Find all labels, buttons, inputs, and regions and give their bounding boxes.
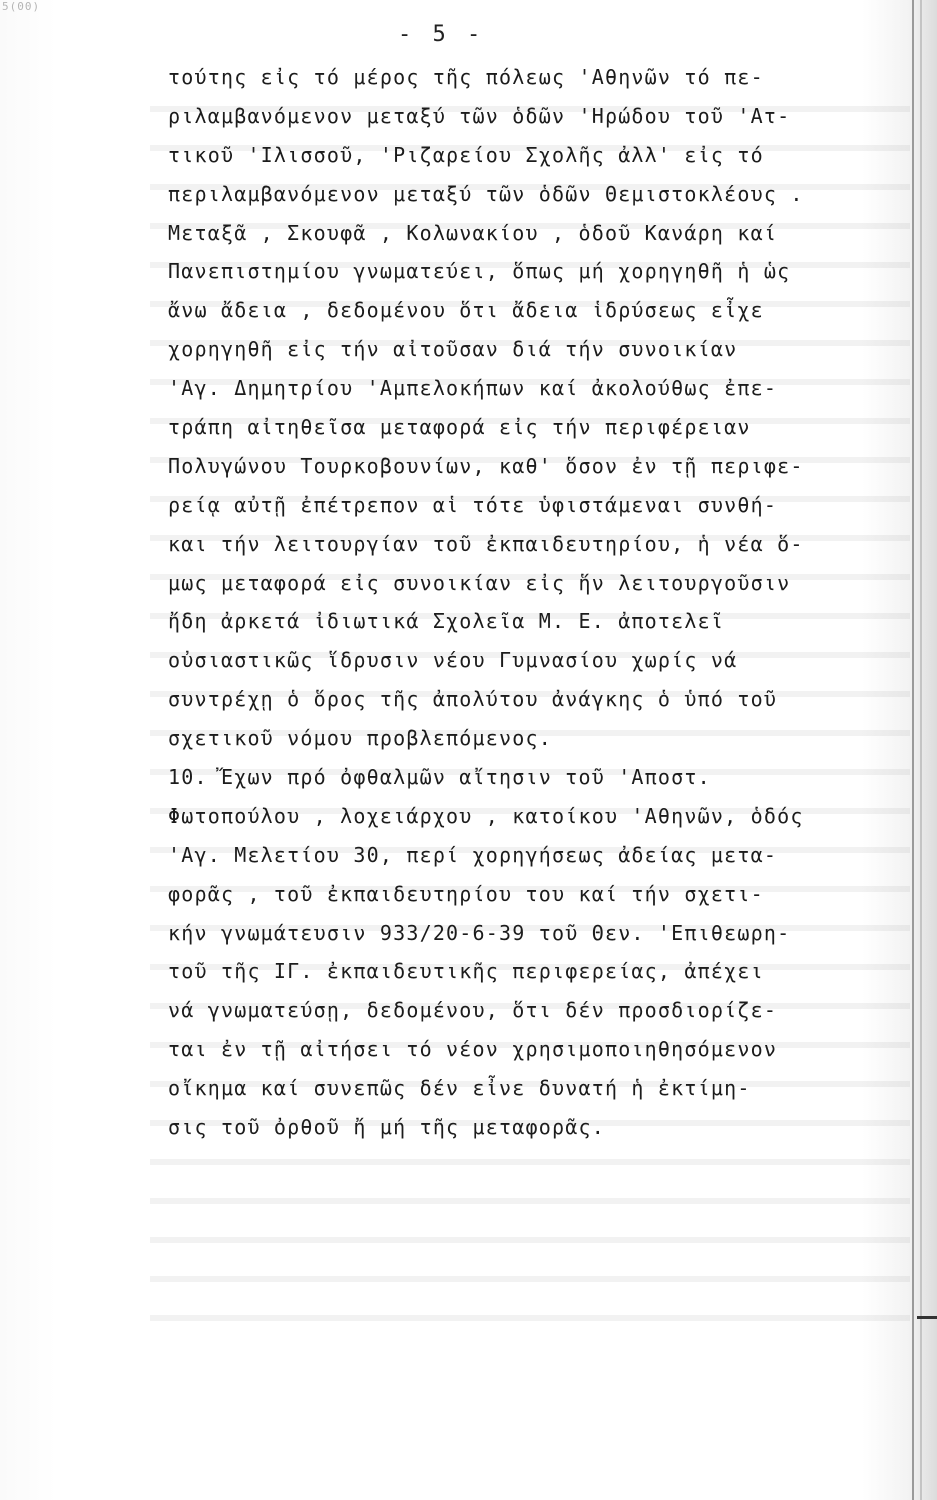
text-line: Πανεπιστημίου γνωματεύει, ὅπως μή χορηγηθῆ ἡ ὡς [168,259,791,284]
text-line: φορᾶς , τοῦ ἐκπαιδευτηρίου του καί τήν σχετι- [168,881,764,906]
text-line: σις τοῦ ὀρθοῦ ἤ μή τῆς μεταφορᾶς. [168,1115,605,1140]
text-line: Πολυγώνου Τουρκοβουνίων, καθ' ὅσον ἐν τῇ περιφε- [168,453,804,478]
typewritten-body [168,58,908,1147]
text-line: τοῦ τῆς ΙΓ. ἐκπαιδευτικῆς περιφερείας, ἀπέχει [168,959,764,984]
text-line: ριλαμβανόμενον μεταξύ τῶν ὁδῶν 'Ηρώδου τοῦ 'Ατ- [168,103,791,128]
margin-tick-mark [917,1316,937,1319]
text-line: Φωτοπούλου , λοχειάρχου , κατοίκου 'Αθηνῶν, ὁδός [168,803,804,828]
text-line: ἤδη ἀρκετά ἰδιωτικά Σχολεῖα Μ. Ε. ἀποτελεῖ [168,609,725,634]
text-line: νά γνωματεύσῃ, δεδομένου, ὅτι δέν προσδιορίζε- [168,998,778,1023]
corner-mark: 5(00) [2,0,41,13]
text-line: 'Αγ. Δημητρίου 'Αμπελοκήπων καί ἀκολούθως ἐπε- [168,376,778,401]
text-line: ρείᾳ αὐτῇ ἐπέτρεπον αἱ τότε ὑφιστάμεναι συνθή- [168,492,778,517]
text-line: 10. Ἔχων πρό ὀφθαλμῶν αἴτησιν τοῦ 'Αποστ. [168,765,711,790]
text-line: οὐσιαστικῶς ἵδρυσιν νέου Γυμνασίου χωρίς νά [168,648,738,673]
text-line: ἄνω ἄδεια , δεδομένου ὅτι ἄδεια ἱδρύσεως εἶχε [168,298,764,323]
text-line: μως μεταφορά εἰς συνοικίαν εἰς ἥν λειτουργοῦσιν [168,570,791,595]
text-line: ται ἐν τῇ αἰτήσει τό νέον χρησιμοποιηθησόμενον [168,1037,778,1062]
text-line: συντρέχῃ ὁ ὅρος τῆς ἀπολύτου ἀνάγκης ὁ ὑπό τοῦ [168,687,778,712]
page-number: - 5 - [398,22,485,47]
text-line: 'Αγ. Μελετίου 30, περί χορηγήσεως ἀδείας μετα- [168,842,778,867]
text-line: και τήν λειτουργίαν τοῦ ἐκπαιδευτηρίου, ἡ νέα ὅ- [168,531,804,556]
text-line: σχετικοῦ νόμου προβλεπόμενος. [168,726,552,751]
text-line: κήν γνωμάτευσιν 933/20-6-39 τοῦ Θεν. 'Επιθεωρη- [168,920,791,945]
text-line: τούτης εἰς τό μέρος τῆς πόλεως 'Αθηνῶν τό πε- [168,65,764,89]
text-line: χορηγηθῆ εἰς τήν αἰτοῦσαν διά τήν συνοικίαν [168,337,738,362]
text-line: Μεταξᾶ , Σκουφᾶ , Κολωνακίου , ὁδοῦ Κανάρη καί [168,220,778,245]
text-line: περιλαμβανόμενον μεταξύ τῶν ὁδῶν Θεμιστοκλέους . [168,181,804,206]
text-line: οἴκημα καί συνεπῶς δέν εἶνε δυνατή ἡ ἐκτίμη- [168,1076,751,1101]
binding-edge-line [920,0,922,1500]
text-line: τικοῦ 'Ιλισσοῦ, 'Ριζαρείου Σχολῆς ἀλλ' εἰς τό [168,142,764,167]
text-line: τράπη αἰτηθεῖσα μεταφορά εἰς τήν περιφέρειαν [168,415,751,440]
binding-edge-line [912,0,914,1500]
